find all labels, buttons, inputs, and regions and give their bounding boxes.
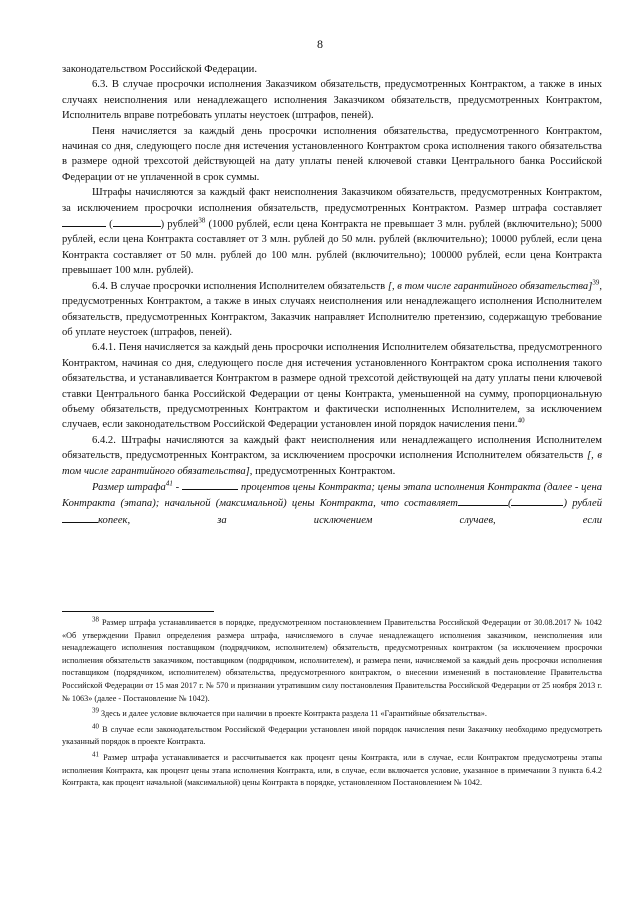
clause-6-4-1-text: 6.4.1. Пеня начисляется за каждый день просрочки исполнения Исполнителем обязательства, предусмотренного Контрактом, начиная со дня, следующего после дня истечения установленного Контрактом срока исполнения такого обязательства, и устанавливается Контрактом в размере одной трехсотой действующей на дату уплаты пени ключевой ставки Центрального банка Российской Федерации от цены Контракта, уменьшенной на сумму, пропорциональную объему обязательств, предусмотренных Контрактом и фактически исполненных Исполнителем, за исключением случаев, если законодательством Российской Федерации установлен иной порядок начисления пени. [62,342,602,431]
footnote-separator [62,611,214,612]
clause-6-4-2-text-c: , предусмотренных Контрактом. [249,465,396,477]
fine-text-a: Штрафы начисляются за каждый факт неисполнения Заказчиком обязательств, предусмотренных Контрактом, за исключением просрочки исполнения обязательств, предусмотренных Контрактом. Размер штрафа составляет [62,187,602,214]
page-number: 8 [317,37,323,51]
footnote-38 [62,617,602,705]
paragraph-fine-size [62,479,602,528]
footnote-ref-39: 39 [592,278,600,287]
fine-percent-blank [182,479,238,490]
document-body [62,62,602,528]
clause-6-4-1 [62,340,602,432]
footnote-40 [62,724,602,749]
footnote-41-text: Размер штрафа устанавливается и рассчитывается как процент цены Контракта, или в случае, если Контрактом предусмотрены этапы исполнения Контракта, как процент цены этапа исполнения Контракта, или, в случае, если включается условие, указанное в примечании 3 пункта 6.4.2 Контракта, как процент начальной (максимальной) цены Контракта в порядке, установленном Постановлением № 1042. [62,752,603,788]
fine-amount-words-blank [113,216,161,227]
footnote-38-marker: 38 [92,615,99,624]
fine-size-text-c: процентов цены Контракта; цены этапа исполнения Контракта (далее - цена Контракта (этапа); начальной (максимальной) цены Контракта, что составляет [62,481,602,510]
fine-sum-blank [458,495,508,506]
clause-6-4-italic: [, в том числе гарантийного обязательства] [387,280,593,292]
fine-size-text-f: копеек, за исключением случаев, если [98,514,602,526]
paragraph-continuation: законодательством Российской Федерации. [62,64,257,75]
clause-6-4-2-italic: [, в том числе гарантийного обязательства] [62,450,602,477]
paragraph-penalty-customer: Пеня начисляется за каждый день просрочки исполнения обязательства, предусмотренного Контрактом, начиная со дня, следующего после дня истечения установленного Контрактом срока исполнения такого обязательства в размере одной трехсотой действующей на дату уплаты пеней ключевой ставки Центрального банка Российской Федерации от не уплаченной в срок суммы. [62,125,602,183]
fine-size-dash: - [172,481,183,493]
clause-6-4 [62,279,602,341]
footnote-ref-38: 38 [198,216,206,225]
footnote-38-text: Размер штрафа устанавливается в порядке, предусмотренном постановлением Правительства Российской Федерации от 30.08.2017 № 1042 «Об утверждении Правил определения размера штрафа, начисляемого в случае ненадлежащего исполнения заказчиком, неисполнения или ненадлежащего исполнения поставщиком (подрядчиком, исполнителем) обязательств, предусмотренных контрактом (за исключением просрочки исполнения обязательств заказчиком, поставщиком (подрядчиком, исполнителем), и размера пени, начисляемой за каждый день просрочки исполнения поставщиком (подрядчиком, исполнителем) обязательства, предусмотренного контрактом, о внесении изменений в постановление Правительства Российской Федерации от 15 мая 2017 г. № 570 и признании утратившим силу постановления Правительства Российской Федерации от 25 ноября 2013 г. № 1063» (далее - Постановление № 1042). [62,618,603,703]
fine-sum-words-blank [511,495,563,506]
footnote-39 [62,708,602,721]
clause-6-3: 6.3. В случае просрочки исполнения Заказчиком обязательств, предусмотренных Контрактом, а также в иных случаях неисполнения или ненадлежащего исполнения Заказчиком обязательств, предусмотренных Контрактом, Исполнитель вправе потребовать уплаты неустоек (штрафов, пеней). [62,79,602,122]
paragraph-fine-customer [62,185,602,278]
fine-text-d: (1000 рублей, если цена Контракта не превышает 3 млн. рублей (включительно); 5000 рублей, если цена Контракта составляет от 3 млн. рублей до 50 млн. рублей (включительно); 10000 рублей, если цена Контракта составляет от 50 млн. рублей до 100 млн. рублей (включительно); 100000 рублей, если цена Контракта превышает 100 млн. рублей). [62,219,602,277]
fine-paren-open: ( [109,219,113,231]
footnote-39-marker: 39 [92,706,99,715]
footnotes [62,617,602,790]
clause-6-4-2-text-a: 6.4.2. Штрафы начисляются за каждый факт неисполнения или ненадлежащего исполнения Исполнителем обязательств, предусмотренных Контрактом, за исключением просрочки исполнения Исполнителем обязательств [62,434,602,462]
clause-6-4-text-a: 6.4. В случае просрочки исполнения Исполнителем обязательств [92,280,388,292]
footnote-39-text: Здесь и далее условие включается при наличии в проекте Контракта раздела 11 «Гарантийные обязательства». [101,709,487,719]
fine-size-text-a: Размер штрафа [92,481,166,493]
fine-size-rubles: ) рублей [563,498,602,510]
fine-text-c: ) рублей [160,219,199,231]
fine-amount-blank [62,216,106,227]
clause-6-4-2 [62,433,602,479]
footnote-41 [62,752,602,790]
clause-6-4-text-c: , предусмотренных Контрактом, а также в иных случаях неисполнения или ненадлежащего исполнения Исполнителем обязательств, предусмотренных Контрактом, Заказчик направляет Исполнителю претензию, содержащую требование об уплате неустоек (штрафов, пеней). [62,280,602,338]
footnote-ref-40: 40 [517,416,525,425]
fine-kopecks-blank [62,512,98,523]
footnote-ref-41: 41 [165,479,173,488]
footnote-41-marker: 41 [92,750,99,759]
fine-size-paren: ( [507,498,512,510]
footnote-40-text: В случае если законодательством Российской Федерации установлен иной порядок начисления пени Заказчику необходимо предусмотреть указанный порядок в проекте Контракта. [62,724,603,747]
footnote-40-marker: 40 [92,722,99,731]
